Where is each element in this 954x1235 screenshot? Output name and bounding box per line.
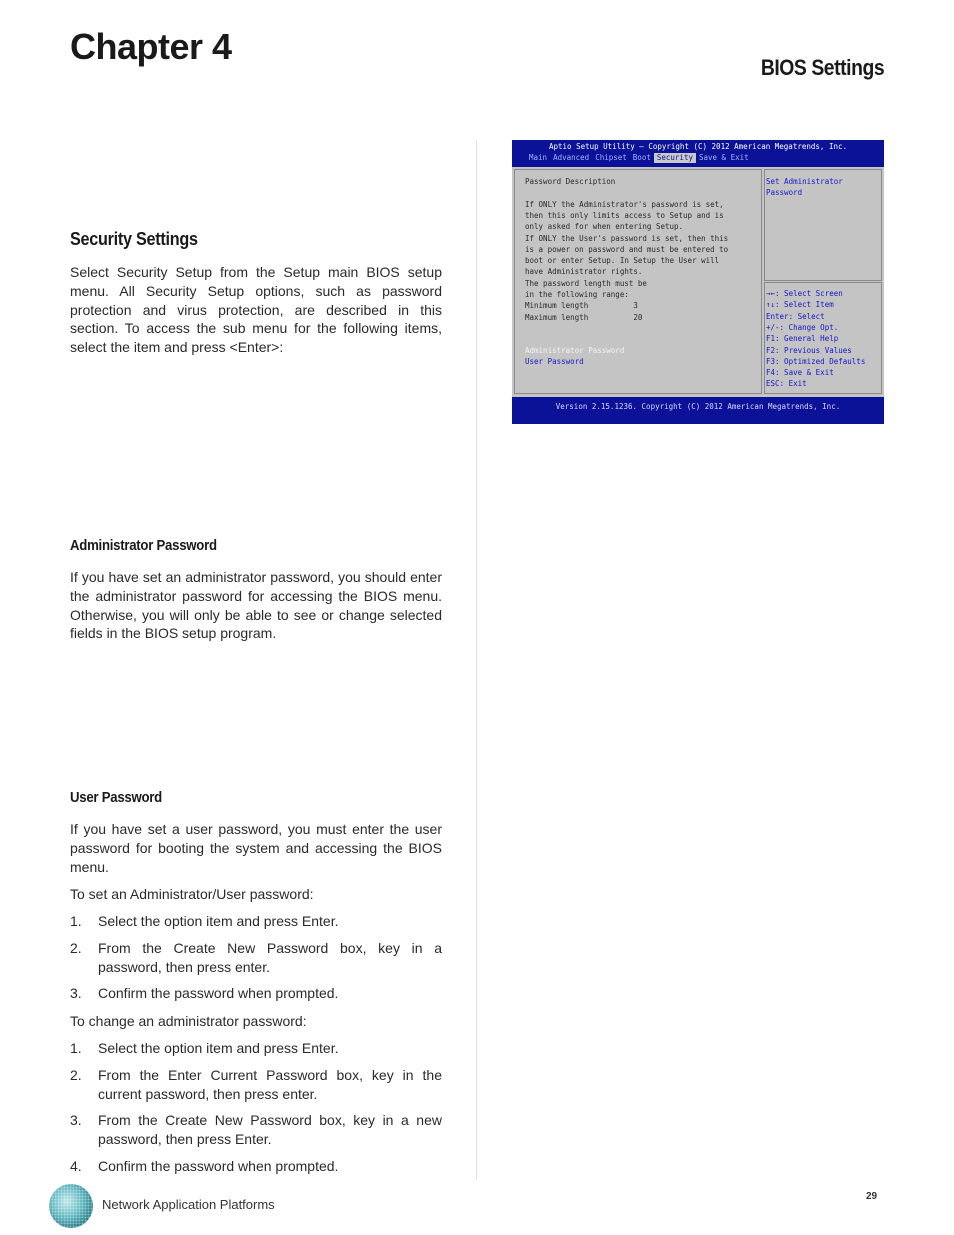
set-password-steps: [70, 912, 442, 1011]
bios-tab-advanced[interactable]: Advanced: [553, 153, 590, 162]
step-number: 1.: [70, 913, 82, 929]
change-password-intro: To change an administrator password:: [70, 1013, 307, 1029]
bios-tab-boot[interactable]: Boot: [632, 153, 651, 162]
step-text: From the Enter Current Password box, key in the current password, then press enter.: [98, 1066, 442, 1102]
step-text: Select the option item and press Enter.: [98, 913, 339, 929]
step-text: From the Create New Password box, key in a password, then press enter.: [98, 939, 442, 975]
bios-key-hint: F2: Previous Values: [766, 345, 852, 355]
footer-product-line: Network Application Platforms: [102, 1197, 275, 1212]
bios-desc-line: If ONLY the Administrator's password is set,: [525, 199, 724, 209]
step-text: From the Create New Password box, key in a new password, then press Enter.: [98, 1112, 442, 1148]
bios-key-hint: ↑↓: Select Item: [766, 300, 834, 310]
bios-desc-line: Maximum length 20: [525, 312, 643, 322]
globe-logo-icon: [48, 1183, 94, 1229]
bios-title-bar: Aptio Setup Utility – Copyright (C) 2012 American Megatrends, Inc.: [548, 142, 847, 151]
bios-help-pane: [764, 169, 882, 281]
step-number: 4.: [70, 1157, 82, 1174]
bios-desc-line: then this only limits access to Setup and is: [525, 210, 724, 220]
bios-desc-line: Password Description: [525, 177, 616, 186]
bios-menu-item-user-password[interactable]: User Password: [525, 357, 584, 367]
bios-key-hint: +/-: Change Opt.: [766, 322, 839, 332]
list-item: [70, 1157, 442, 1176]
bios-tab-bar: [526, 153, 752, 163]
bios-desc-line: Minimum length 3: [525, 301, 638, 311]
bios-keys-pane: [764, 282, 882, 394]
bios-key-hint: Enter: Select: [766, 311, 825, 321]
step-number: 1.: [70, 1040, 82, 1056]
bios-desc-line: is a power on password and must be entered to: [525, 244, 729, 254]
user-password-body: If you have set a user password, you must enter the user password for booting the system and accessing the BIOS menu.: [70, 821, 442, 875]
bios-desc-line: The password length must be: [525, 278, 647, 288]
bios-desc-line: have Administrator rights.: [525, 267, 643, 277]
bios-key-hint: →←: Select Screen: [766, 289, 843, 298]
bios-desc-line: If ONLY the User's password is set, then this: [525, 233, 729, 243]
bios-key-hint: F1: General Help: [766, 334, 839, 344]
bios-help-line: Set Administrator: [766, 177, 843, 186]
step-text: Confirm the password when prompted.: [98, 1157, 339, 1174]
bios-menu-item-administrator-password[interactable]: Administrator Password: [525, 346, 625, 355]
change-password-steps: [70, 1039, 442, 1184]
section-header: BIOS Settings: [760, 55, 884, 80]
administrator-password-heading: Administrator Password: [70, 537, 217, 554]
step-number: 3.: [70, 1112, 82, 1129]
set-password-intro: To set an Administrator/User password:: [70, 886, 314, 902]
list-item: [70, 1111, 442, 1149]
list-item: [70, 984, 442, 1003]
bios-desc-line: only asked for when entering Setup.: [525, 222, 684, 232]
user-password-heading: User Password: [70, 789, 162, 806]
bios-version-footer: Version 2.15.1236. Copyright (C) 2012 American Megatrends, Inc.: [555, 402, 841, 411]
administrator-password-body: If you have set an administrator password, you should enter the administrator password for accessing the BIOS menu. Otherwise, you will only be able to see or change selected fields in the BIOS setup program.: [70, 569, 442, 642]
security-settings-heading: Security Settings: [70, 229, 198, 249]
list-item: [70, 1066, 442, 1104]
bios-key-hint: F4: Save & Exit: [766, 368, 834, 378]
list-item: [70, 939, 442, 977]
bios-panel: [512, 167, 884, 397]
bios-tab-security[interactable]: Security: [654, 153, 696, 163]
bios-description-pane: [514, 169, 762, 394]
bios-desc-line: in the following range:: [525, 290, 629, 299]
step-text: Select the option item and press Enter.: [98, 1040, 339, 1056]
step-number: 2.: [70, 939, 82, 956]
bios-key-hint: ESC: Exit: [766, 379, 807, 389]
bios-help-line: Password: [766, 188, 803, 198]
column-divider: [476, 140, 477, 1180]
step-number: 2.: [70, 1066, 82, 1083]
chapter-title: Chapter 4: [70, 26, 232, 67]
bios-desc-line: boot or enter Setup. In Setup the User will: [525, 256, 720, 266]
page-number: 29: [866, 1191, 878, 1202]
bios-tab-main[interactable]: Main: [529, 153, 548, 162]
step-number: 3.: [70, 985, 82, 1002]
step-text: Confirm the password when prompted.: [98, 985, 339, 1002]
list-item: [70, 912, 442, 931]
bios-tab-save-exit[interactable]: Save & Exit: [698, 153, 749, 162]
list-item: [70, 1039, 442, 1058]
bios-tab-chipset[interactable]: Chipset: [595, 153, 627, 162]
security-settings-body: Select Security Setup from the Setup main BIOS setup menu. All Security Setup options, such as password protection and virus protection, are described in this section. To access the sub menu for the following items, select the item and press <Enter>:: [70, 264, 442, 356]
bios-key-hint: F3: Optimized Defaults: [766, 356, 866, 366]
bios-screenshot: [512, 140, 884, 424]
